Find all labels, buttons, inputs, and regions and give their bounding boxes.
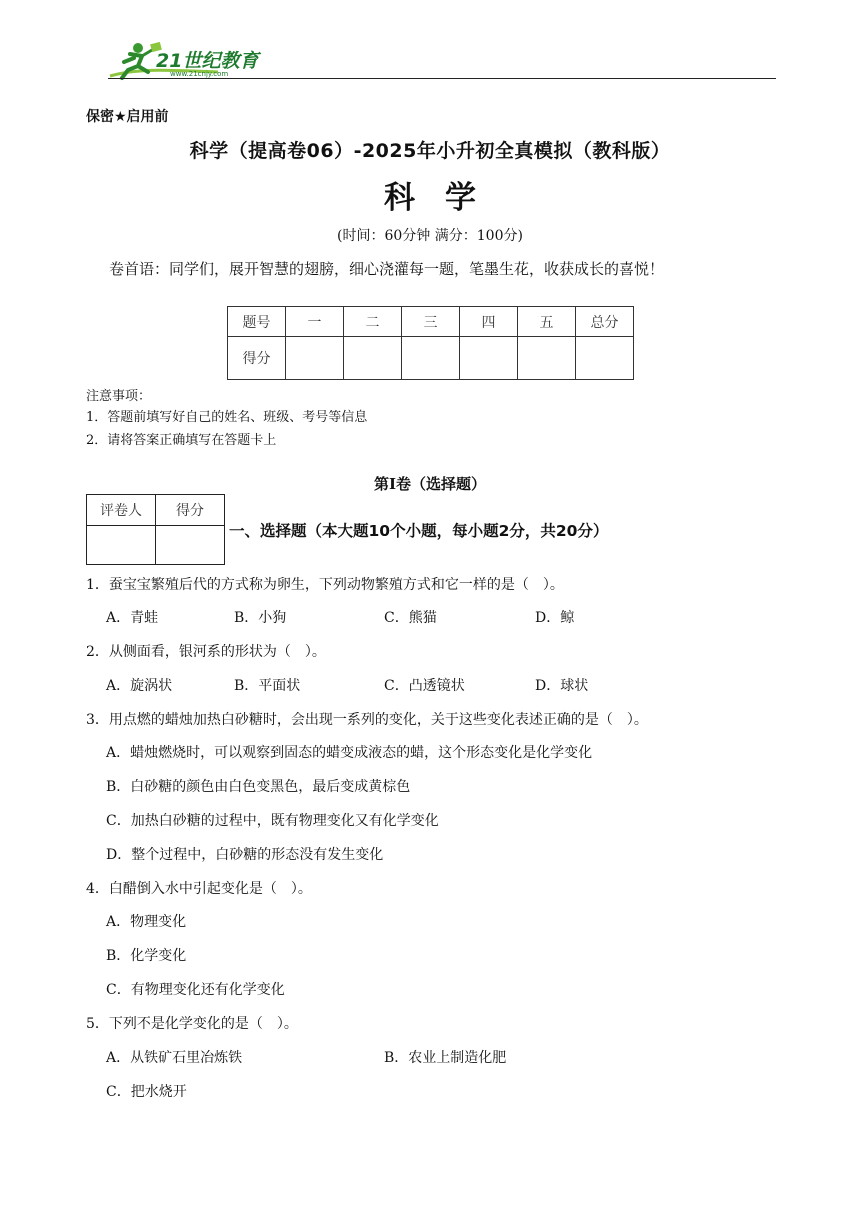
question-option[interactable]: B．平面状 [234, 678, 301, 694]
grader-table [86, 494, 225, 565]
score-cell[interactable] [576, 337, 634, 380]
score-header: 五 [518, 307, 576, 337]
score-header: 总分 [576, 307, 634, 337]
question-option[interactable]: B．白砂糖的颜色由白色变黑色，最后变成黄棕色 [106, 779, 411, 795]
grader-cell[interactable] [156, 526, 225, 565]
question-option[interactable]: C．熊猫 [384, 610, 437, 626]
score-header: 三 [402, 307, 460, 337]
part-title: 一、选择题（本大题10个小题，每小题2分，共20分） [229, 522, 609, 540]
question-option[interactable]: C．凸透镜状 [384, 678, 465, 694]
logo-text: 21世纪教育 [156, 50, 259, 72]
question-option[interactable]: A．青蛙 [106, 610, 159, 626]
question-option[interactable]: C．有物理变化还有化学变化 [106, 982, 285, 998]
question-option[interactable]: C．加热白砂糖的过程中，既有物理变化又有化学变化 [106, 813, 439, 829]
score-row-label: 得分 [228, 337, 286, 380]
score-cell[interactable] [460, 337, 518, 380]
question-stem: 5．下列不是化学变化的是（ ）。 [86, 1016, 298, 1032]
score-header: 二 [344, 307, 402, 337]
preface: 卷首语：同学们，展开智慧的翅膀，细心浇灌每一题，笔墨生花，收获成长的喜悦！ [109, 260, 665, 278]
question-stem: 3．用点燃的蜡烛加热白砂糖时，会出现一系列的变化，关于这些变化表述正确的是（ ）。 [86, 712, 648, 728]
time-info: (时间：60分钟 满分：100分) [337, 228, 523, 244]
subject-heading: 科学 [384, 180, 506, 216]
question-option[interactable]: C．把水烧开 [106, 1084, 187, 1100]
score-header: 题号 [228, 307, 286, 337]
score-cell[interactable] [518, 337, 576, 380]
question-option[interactable]: D．球状 [535, 678, 589, 694]
question-option[interactable]: A．从铁矿石里冶炼铁 [106, 1050, 243, 1066]
score-header: 四 [460, 307, 518, 337]
page-title: 科学（提高卷06）-2025年小升初全真模拟（教科版） [189, 140, 671, 162]
question-option[interactable]: D．整个过程中，白砂糖的形态没有发生变化 [106, 847, 384, 863]
note-item: 1．答题前填写好自己的姓名、班级、考号等信息 [86, 410, 368, 425]
notes-title: 注意事项： [86, 389, 152, 404]
question-option[interactable]: B．农业上制造化肥 [384, 1050, 507, 1066]
confidential-mark: 保密★启用前 [86, 109, 169, 125]
section-title: 第Ⅰ卷（选择题） [373, 475, 487, 493]
question-option[interactable]: B．化学变化 [106, 948, 187, 964]
score-cell[interactable] [402, 337, 460, 380]
header-divider [108, 78, 776, 79]
grader-header: 得分 [156, 495, 225, 526]
logo-url: www.21cnjy.com [170, 70, 229, 78]
question-option[interactable]: A．蜡烛燃烧时，可以观察到固态的蜡变成液态的蜡，这个形态变化是化学变化 [106, 745, 593, 761]
note-item: 2．请将答案正确填写在答题卡上 [86, 433, 277, 448]
score-cell[interactable] [344, 337, 402, 380]
score-table [227, 306, 634, 380]
question-option[interactable]: A．旋涡状 [106, 678, 173, 694]
question-stem: 4．白醋倒入水中引起变化是（ ）。 [86, 881, 312, 897]
question-option[interactable]: A．物理变化 [106, 914, 187, 930]
grader-header: 评卷人 [87, 495, 156, 526]
question-stem: 2．从侧面看，银河系的形状为（ ）。 [86, 644, 326, 660]
score-header: 一 [286, 307, 344, 337]
score-cell[interactable] [286, 337, 344, 380]
question-option[interactable]: D．鲸 [535, 610, 575, 626]
question-stem: 1．蚕宝宝繁殖后代的方式称为卵生，下列动物繁殖方式和它一样的是（ ）。 [86, 577, 564, 593]
question-option[interactable]: B．小狗 [234, 610, 287, 626]
grader-cell[interactable] [87, 526, 156, 565]
